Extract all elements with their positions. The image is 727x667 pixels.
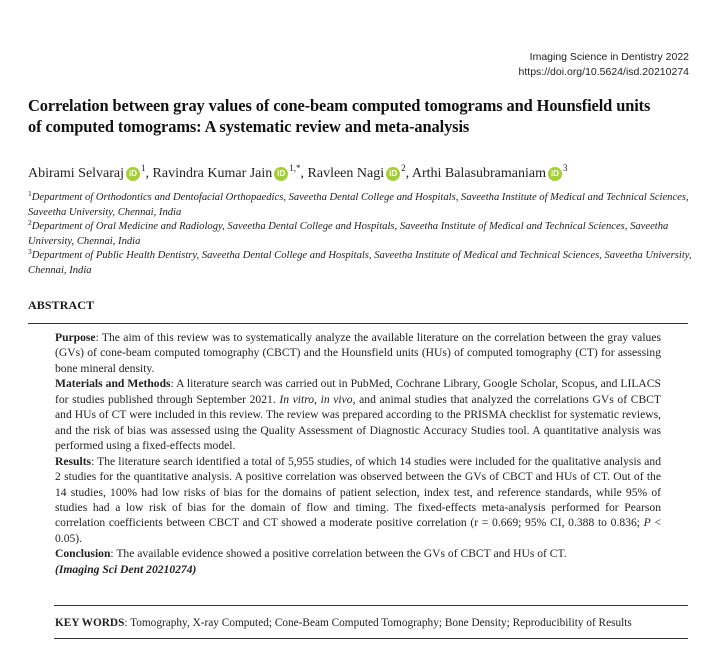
orcid-icon[interactable]: iD bbox=[126, 167, 140, 181]
author-name: Arthi Balasubramaniam bbox=[411, 166, 546, 181]
keywords-label: KEY WORDS bbox=[55, 617, 125, 629]
article-title bbox=[28, 95, 703, 137]
author-name: Abirami Selvaraj bbox=[28, 166, 125, 181]
conclusion-text: : The available evidence showed a positive correlation between the GVs of CBCT and HUs of CT. bbox=[110, 547, 567, 561]
orcid-icon[interactable]: iD bbox=[548, 167, 562, 181]
affil-text: Department of Orthodontics and Dentofacial Orthopaedics, Saveetha Dental College and Hospitals, Saveetha Institute of Medical and Technical Sciences, Saveetha University, Chennai, India bbox=[28, 192, 689, 218]
affiliation-1 bbox=[28, 191, 708, 220]
abstract-heading: ABSTRACT bbox=[28, 298, 95, 312]
abstract-citation: (Imaging Sci Dent 20210274) bbox=[55, 562, 197, 576]
keywords-bottom-rule bbox=[54, 638, 688, 639]
methods-label: Materials and Methods bbox=[55, 377, 171, 391]
author-affil-sup: 2 bbox=[401, 163, 406, 173]
affil-text: Department of Public Health Dentistry, Saveetha Dental College and Hospitals, Saveetha Institute of Medical and Technical Sciences, Saveetha University, Chennai, India bbox=[28, 250, 692, 276]
abstract-purpose bbox=[55, 330, 661, 376]
journal-header bbox=[519, 50, 689, 80]
methods-text: : A literature search was carried out in PubMed, Cochrane Library, Google Scholar, Scopus, and LILACS for studies published through September 2021. bbox=[55, 377, 661, 406]
affil-sup: 1 bbox=[28, 189, 32, 198]
results-text: : The literature search identified a total of 5,955 studies, of which 14 studies were included for the qualitative analysis and 2 studies for the quantitative analysis. A positive correlation was observed between the GVs of CBCT and HUs of CT. Out of the 14 studies, 100% had low risks of bias for the domains of patient selection, index test, and reference standards, while 95% of studies had a low risk of bias for the domain of flow and timing. The fixed-effects meta-analysis performed for Pearson correlation coefficients between CBCT and CT showed a moderate positive correlation (r = 0.669; 95% CI, 0.388 to 0.836; bbox=[55, 454, 661, 530]
journal-name: Imaging Science in Dentistry 2022 bbox=[529, 51, 689, 63]
methods-separator: , bbox=[314, 392, 321, 406]
methods-in-vivo: in vivo bbox=[320, 392, 353, 406]
abstract-body bbox=[55, 330, 661, 577]
title-line-1: Correlation between gray values of cone-beam computed tomograms and Hounsfield units bbox=[28, 96, 651, 115]
doi-link[interactable]: https://doi.org/10.5624/isd.20210274 bbox=[518, 66, 689, 78]
orcid-icon[interactable]: iD bbox=[386, 167, 400, 181]
results-label: Results bbox=[55, 454, 92, 468]
author-affil-sup: 1 bbox=[141, 163, 146, 173]
abstract-top-rule bbox=[28, 323, 688, 324]
author-affil-sup: 1,* bbox=[289, 163, 301, 173]
title-line-2: of computed tomograms: A systematic review and meta-analysis bbox=[28, 117, 470, 136]
abstract-results bbox=[55, 454, 661, 547]
keywords-top-rule bbox=[54, 605, 688, 606]
purpose-text: : The aim of this review was to systematically analyze the available literature on the correlation between the gray values (GVs) of cone-beam computed tomography (CBCT) and the Hounsfield units (HUs) of computed tomography (CT) for assessing bone mineral density. bbox=[55, 331, 661, 375]
affil-text: Department of Oral Medicine and Radiology, Saveetha Dental College and Hospitals, Saveetha Institute of Medical and Technical Sciences, Saveetha University, Chennai, India bbox=[28, 221, 669, 247]
affil-sup: 3 bbox=[28, 247, 32, 256]
author-affil-sup: 3 bbox=[563, 163, 568, 173]
abstract-conclusion bbox=[55, 546, 661, 577]
abstract-methods bbox=[55, 376, 661, 453]
orcid-icon[interactable]: iD bbox=[274, 167, 288, 181]
methods-in-vitro: In vitro bbox=[279, 392, 315, 406]
keywords bbox=[55, 616, 695, 631]
results-p-value: P bbox=[643, 516, 651, 530]
results-text-2: < 0.05). bbox=[55, 516, 661, 545]
affiliation-3 bbox=[28, 249, 708, 278]
methods-text-2: , and animal studies that analyzed the correlations GVs of CBCT and HUs of CT were included in this review. The review was prepared according to the PRISMA checklist for systematic reviews, and the risk of bias was assessed using the Quality Assessment of Diagnostic Accuracy Studies tool. A quantitative analysis was performed using a fixed-effects model. bbox=[55, 392, 661, 453]
purpose-label: Purpose bbox=[55, 331, 96, 344]
affil-sup: 2 bbox=[28, 218, 32, 227]
keywords-text: : Tomography, X-ray Computed; Cone-Beam Computed Tomography; Bone Density; Reproducibility of Results bbox=[124, 617, 632, 629]
affiliations bbox=[28, 191, 708, 278]
author-name: Ravindra Kumar Jain bbox=[152, 166, 273, 181]
author-name: Ravleen Nagi bbox=[307, 166, 385, 181]
author-list: Abirami Selvaraj $iD^1$, Ravindra Kumar Jain $iD^{1,*}$, Ravleen Nagi $iD^2$, Arthi Balasubramaniam $iD^3$ bbox=[28, 163, 568, 181]
conclusion-label: Conclusion bbox=[55, 547, 111, 561]
affiliation-2 bbox=[28, 220, 708, 249]
